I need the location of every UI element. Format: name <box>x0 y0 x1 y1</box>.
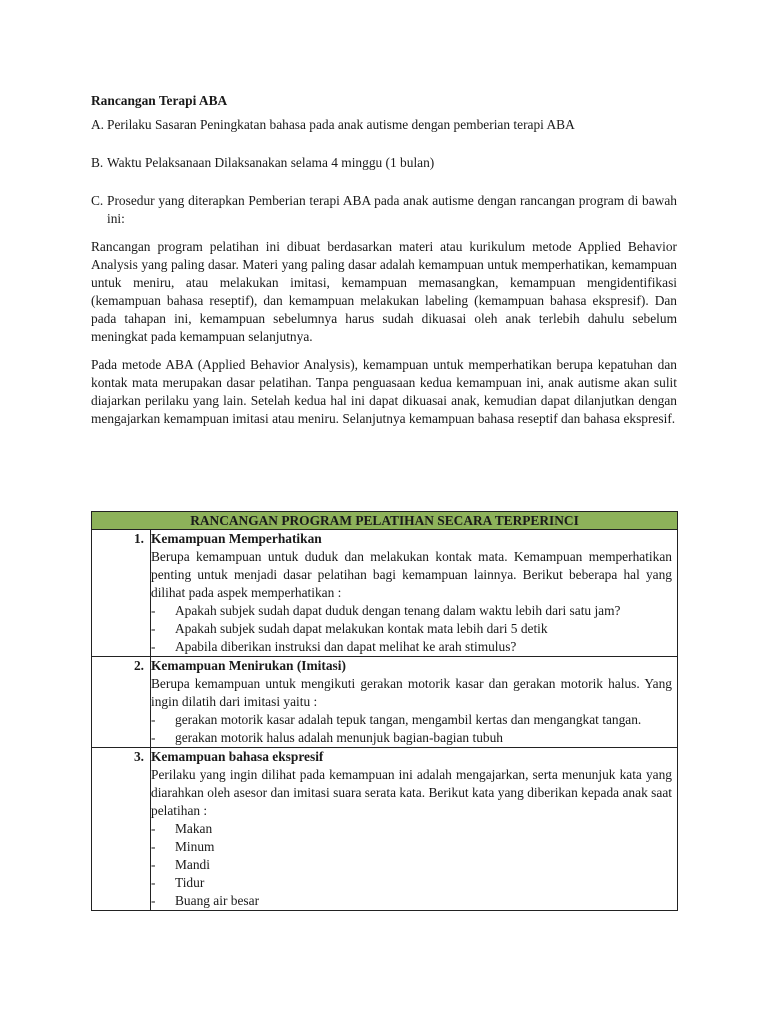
bullet-list <box>151 711 672 747</box>
section-title: Kemampuan bahasa ekspresif <box>151 749 324 764</box>
program-table <box>91 511 678 911</box>
section-content <box>151 748 678 911</box>
list-item <box>151 602 672 620</box>
list-item-text: Apakah subjek sudah dapat melakukan kontak mata lebih dari 5 detik <box>175 621 548 636</box>
list-item <box>151 729 672 747</box>
section-number: 1. <box>92 530 151 657</box>
list-item-text: Apabila diberikan instruksi dan dapat melihat ke arah stimulus? <box>175 639 517 654</box>
list-item <box>151 856 672 874</box>
item-text: Perilaku Sasaran Peningkatan bahasa pada anak autisme dengan pemberian terapi ABA <box>107 117 575 132</box>
section-number: 2. <box>92 657 151 748</box>
item-label: B. <box>91 155 104 170</box>
list-item-text: gerakan motorik halus adalah menunjuk bagian-bagian tubuh <box>175 730 503 745</box>
paragraph: Rancangan program pelatihan ini dibuat berdasarkan materi atau kurikulum metode Applied Behavior Analysis yang paling dasar. Materi yang paling dasar adalah kemampuan untuk memperhatikan, kemampuan untuk meniru, atau melakukan imitasi, kemampuan memasangkan, kemampuan mengidentifikasi (kemampuan bahasa reseptif), dan kemampuan melakukan labeling (kemampuan bahasa ekspresif). Dan pada tahapan ini, kemampuan sebelumnya harus sudah dikuasai oleh anak terlebih dahulu sebelum meningkat pada kemampuan selanjutnya. <box>91 239 677 344</box>
dash-marker: - <box>151 857 156 872</box>
dash-marker: - <box>151 821 156 836</box>
item-b <box>91 154 677 172</box>
dash-marker: - <box>151 639 156 654</box>
bullet-list <box>151 602 672 656</box>
section-content <box>151 657 678 748</box>
item-label: A. <box>91 117 105 132</box>
list-item-text: Minum <box>175 839 215 854</box>
dash-marker: - <box>151 839 156 854</box>
section-description: Berupa kemampuan untuk mengikuti gerakan motorik kasar dan gerakan motorik halus. Yang ingin dilatih dari imitasi yaitu : <box>151 676 672 709</box>
list-item-text: Makan <box>175 821 213 836</box>
list-item-text: Mandi <box>175 857 210 872</box>
list-item <box>151 638 672 656</box>
table-header: RANCANGAN PROGRAM PELATIHAN SECARA TERPERINCI <box>92 512 678 530</box>
dash-marker: - <box>151 603 156 618</box>
dash-marker: - <box>151 712 156 727</box>
dash-marker: - <box>151 730 156 745</box>
dash-marker: - <box>151 893 156 908</box>
item-c <box>91 192 677 228</box>
list-item-text: Apakah subjek sudah dapat duduk dengan tenang dalam waktu lebih dari satu jam? <box>175 603 621 618</box>
table-row <box>92 657 678 748</box>
document-title: Rancangan Terapi ABA <box>91 93 228 108</box>
list-item <box>151 820 672 838</box>
paragraph: Pada metode ABA (Applied Behavior Analysis), kemampuan untuk memperhatikan berupa kepatuhan dan kontak mata merupakan dasar pelatihan. Tanpa penguasaan kedua kemampuan ini, anak autisme akan sulit diajarkan perilaku yang lain. Setelah kedua hal ini dapat dikuasai anak, kemudian dapat dilanjutkan dengan mengajarkan kemampuan imitasi atau meniru. Selanjutnya kemampuan bahasa reseptif dan bahasa ekspresif. <box>91 357 677 426</box>
list-item-text: gerakan motorik kasar adalah tepuk tangan, mengambil kertas dan mengangkat tangan. <box>175 712 642 727</box>
dash-marker: - <box>151 875 156 890</box>
list-item <box>151 874 672 892</box>
list-item <box>151 620 672 638</box>
item-label: C. <box>91 193 104 208</box>
dash-marker: - <box>151 621 156 636</box>
section-content <box>151 530 678 657</box>
item-text: Waktu Pelaksanaan Dilaksanakan selama 4 minggu (1 bulan) <box>107 155 435 170</box>
section-title: Kemampuan Memperhatikan <box>151 531 322 546</box>
document-body <box>91 92 677 438</box>
list-item-text: Tidur <box>175 875 205 890</box>
item-text: Prosedur yang diterapkan Pemberian terapi ABA pada anak autisme dengan rancangan program di bawah ini: <box>107 193 677 226</box>
table-row <box>92 530 678 657</box>
section-description: Perilaku yang ingin dilihat pada kemampuan ini adalah mengajarkan, serta menunjuk kata yang diarahkan oleh asesor dan imitasi suara serata kata. Berikut kata yang diberikan kepada anak saat pelatihan : <box>151 767 672 818</box>
table-row <box>92 748 678 911</box>
list-item <box>151 711 672 729</box>
section-number: 3. <box>92 748 151 911</box>
bullet-list <box>151 820 672 910</box>
list-item <box>151 892 672 910</box>
section-title: Kemampuan Menirukan (Imitasi) <box>151 658 346 673</box>
list-item <box>151 838 672 856</box>
section-description: Berupa kemampuan untuk duduk dan melakukan kontak mata. Kemampuan memperhatikan penting untuk menjadi dasar pelatihan bagi kemampuan lainnya. Berikut beberapa hal yang dilihat pada aspek memperhatikan : <box>151 549 672 600</box>
item-a <box>91 116 677 134</box>
list-item-text: Buang air besar <box>175 893 260 908</box>
